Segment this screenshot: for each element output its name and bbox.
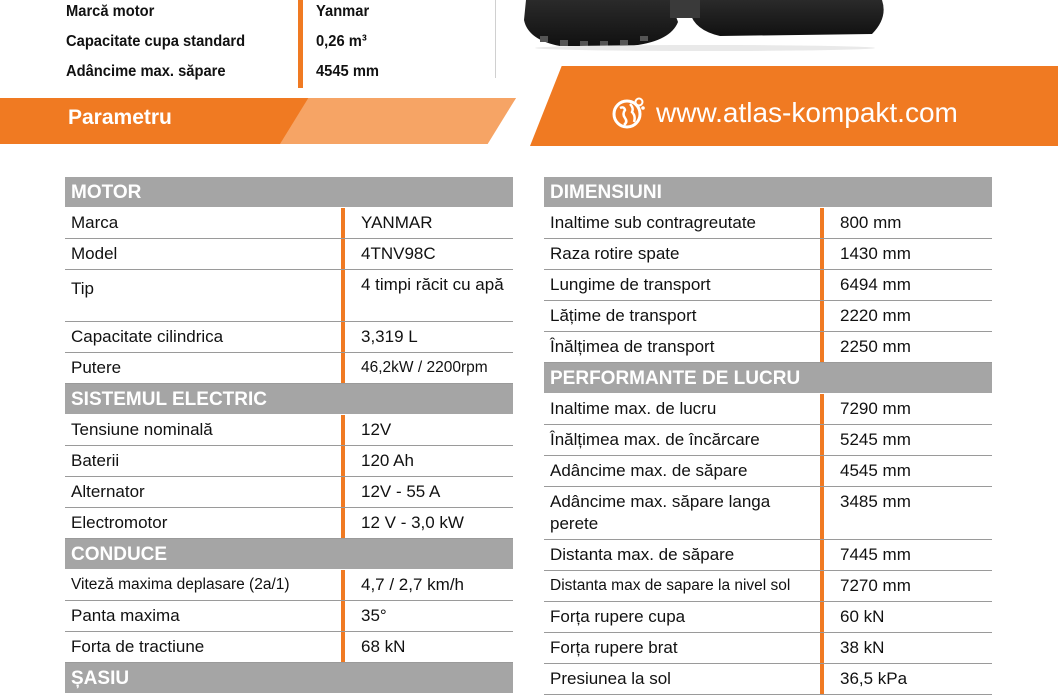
spec-value: 7270 mm [840,576,911,595]
table-row [65,208,513,239]
spec-value: 3,319 L [361,327,418,346]
table-row [65,601,513,632]
spec-label: Tensiune nominală [65,415,345,445]
spec-value: 6494 mm [840,275,911,294]
spec-value: 2250 mm [840,337,911,356]
spec-label: Presiunea la sol [544,664,824,694]
table-row [65,353,513,384]
spec-label: Electromotor [65,508,345,538]
spec-label: Raza rotire spate [544,239,824,269]
spec-label: Forta de tractiune [65,632,345,662]
spec-table-left [65,177,513,694]
table-row [65,239,513,270]
spec-value: YANMAR [361,213,433,232]
spec-value: 12 V - 3,0 kW [361,513,464,532]
spec-value: 35° [361,606,387,625]
table-row [544,602,992,633]
spec-label: Lungime de transport [544,270,824,300]
spec-label: Capacitate cilindrica [65,322,345,352]
table-row [65,322,513,353]
table-row [544,394,992,425]
spec-label: Viteză maxima deplasare (2a/1) [65,570,345,600]
spec-label: Marca [65,208,345,238]
table-row [544,633,992,664]
table-row [544,239,992,270]
spec-label: Lățime de transport [544,301,824,331]
table-row [65,477,513,508]
table-row [65,415,513,446]
table-row [65,508,513,539]
spec-value: 7445 mm [840,545,911,564]
spec-value: 7290 mm [840,399,911,418]
spec-label: Baterii [65,446,345,476]
spec-label: Distanta max de sapare la nivel sol [544,571,824,601]
spec-value: 12V - 55 A [361,482,441,501]
spec-label: Adâncime max. săpare langa perete [544,487,824,539]
spec-value: 5245 mm [840,430,911,449]
spec-value: 3485 mm [840,492,911,511]
table-row [544,270,992,301]
section-header-conduce: CONDUCE [65,539,513,570]
table-row [65,570,513,601]
parametru-label: Parametru [68,106,172,129]
table-row [544,425,992,456]
section-header-sasiu: ȘASIU [65,663,513,694]
spec-value: 4,7 / 2,7 km/h [361,575,464,594]
summary-divider [298,0,303,88]
spec-value: 2220 mm [840,306,911,325]
table-row [544,208,992,239]
spec-label: Distanta max. de săpare [544,540,824,570]
section-header-dimensiuni: DIMENSIUNI [544,177,992,208]
spec-value: 4TNV98C [361,244,436,263]
spec-value: 36,5 kPa [840,669,908,688]
spec-value: 4 timpi răcit cu apă [361,275,504,294]
spec-label: Înălțimea max. de încărcare [544,425,824,455]
spec-value: 68 kN [361,637,406,656]
table-row [544,301,992,332]
table-row [544,456,992,487]
spec-value: 4545 mm [840,461,911,480]
spec-label: Inaltime sub contragreutate [544,208,824,238]
table-row [544,571,992,602]
table-row [65,632,513,663]
spec-value: 46,2kW / 2200rpm [361,359,488,376]
spec-label: Inaltime max. de lucru [544,394,824,424]
spec-label: Alternator [65,477,345,507]
summary-value: 4545 mm [316,63,380,80]
summary-label: Adâncime max. săpare [66,63,226,80]
spec-label: Forța rupere cupa [544,602,824,632]
section-header-performante: PERFORMANTE DE LUCRU [544,363,992,394]
summary-value: 0,26 m³ [316,33,367,50]
section-header-electric: SISTEMUL ELECTRIC [65,384,513,415]
spec-value: 120 Ah [361,451,414,470]
spec-label: Putere [65,353,345,383]
summary-label: Capacitate cupa standard [66,33,246,50]
spec-label: Forța rupere brat [544,633,824,663]
spec-value: 12V [361,420,392,439]
table-row [544,332,992,363]
website-link[interactable]: www.atlas-kompakt.com [656,97,958,128]
spec-value: 38 kN [840,638,885,657]
table-row [65,446,513,477]
spec-label: Model [65,239,345,269]
spec-value: 1430 mm [840,244,911,263]
table-row [544,664,992,695]
summary-label: Marcă motor [66,3,155,20]
spec-label: Înălțimea de transport [544,332,824,362]
spec-label: Panta maxima [65,601,345,631]
section-header-motor: MOTOR [65,177,513,208]
summary-value: Yanmar [316,3,370,20]
globe-icon [612,96,646,130]
banner-stripe [280,98,516,144]
summary-box-border [495,0,496,78]
spec-table-right [544,177,992,695]
spec-value: 800 mm [840,213,902,232]
spec-label: Tip [65,270,345,321]
spec-value: 60 kN [840,607,885,626]
spec-label: Adâncime max. de săpare [544,456,824,486]
table-row [544,540,992,571]
table-row [544,487,992,540]
table-row [65,270,513,322]
excavator-image [520,0,890,52]
